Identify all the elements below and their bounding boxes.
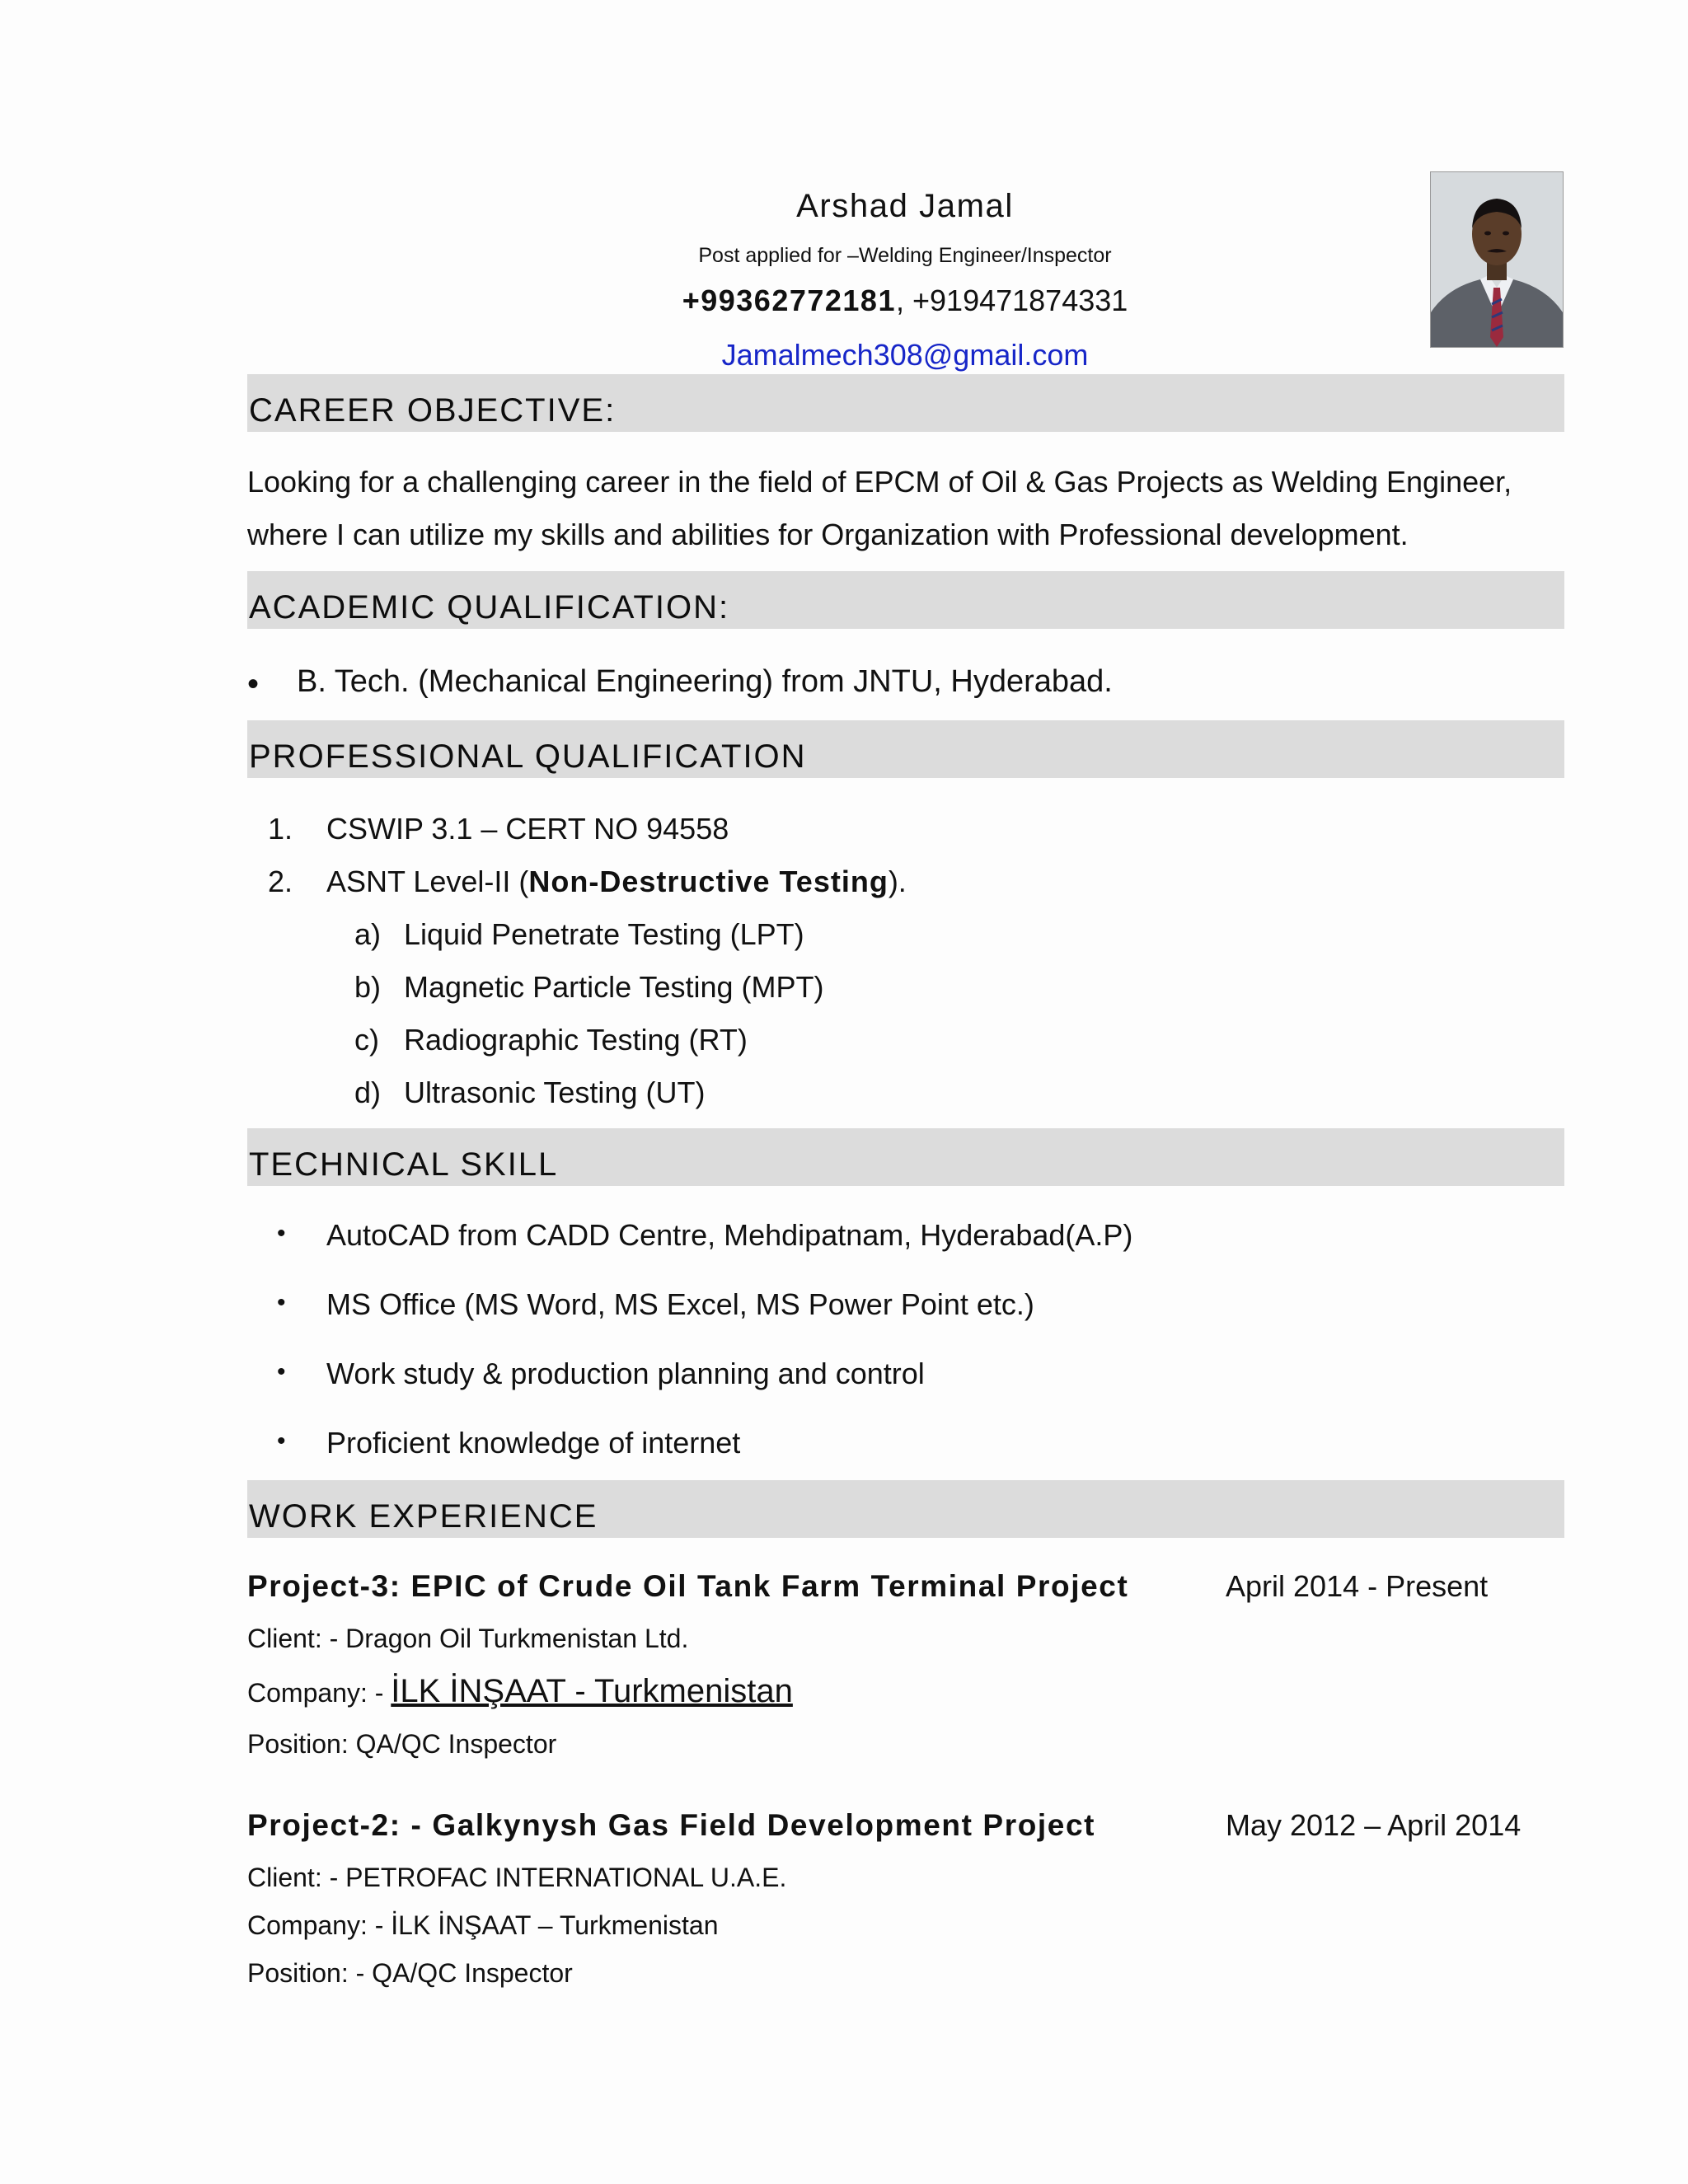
professional-item: CSWIP 3.1 – CERT NO 94558	[326, 812, 729, 846]
technical-item: Work study & production planning and control	[326, 1357, 925, 1390]
subitem-text: Liquid Penetrate Testing (LPT)	[404, 917, 804, 951]
technical-bullet: •	[277, 1289, 286, 1316]
professional-item-bold: Non-Destructive Testing	[528, 865, 889, 898]
project-dates: April 2014 - Present	[1226, 1569, 1489, 1603]
subitem-letter: d)	[354, 1076, 382, 1109]
technical-bullet: •	[277, 1427, 286, 1455]
project-position: Position: - QA/QC Inspector	[247, 1958, 573, 1988]
technical-heading: TECHNICAL SKILL	[247, 1128, 1564, 1186]
subitem-text: Magnetic Particle Testing (MPT)	[404, 970, 824, 1004]
professional-item-num: 2.	[268, 865, 293, 898]
project-company-name: İLK İNŞAAT - Turkmenistan	[391, 1673, 793, 1709]
phone-separator: ,	[895, 284, 912, 317]
career-objective-heading: CAREER OBJECTIVE:	[247, 374, 1564, 432]
subitem-text: Ultrasonic Testing (UT)	[404, 1076, 706, 1109]
professional-item-pre: ASNT Level-II (	[326, 865, 529, 898]
project-company: Company: - İLK İNŞAAT – Turkmenistan	[247, 1910, 719, 1940]
subitem-text: Radiographic Testing (RT)	[404, 1023, 748, 1057]
project-dates: May 2012 – April 2014	[1226, 1808, 1522, 1842]
project-company-prefix: Company: -	[247, 1678, 392, 1708]
profile-photo-image	[1431, 172, 1563, 347]
project-client: Client: - PETROFAC INTERNATIONAL U.A.E.	[247, 1863, 787, 1892]
project-position: Position: QA/QC Inspector	[247, 1729, 557, 1759]
career-objective-line2: where I can utilize my skills and abilities for Organization with Professional development.	[247, 518, 1409, 551]
technical-item: AutoCAD from CADD Centre, Mehdipatnam, Hyderabad(A.P)	[326, 1218, 1133, 1252]
academic-bullet: •	[247, 666, 260, 702]
subitem-letter: a)	[354, 917, 382, 951]
subitem-letter: c)	[354, 1023, 379, 1057]
phone-numbers	[247, 284, 1563, 318]
phone-primary: +99362772181	[682, 284, 896, 317]
academic-item: B. Tech. (Mechanical Engineering) from JNTU, Hyderabad.	[297, 664, 1113, 699]
technical-item: Proficient knowledge of internet	[326, 1426, 741, 1460]
professional-heading: PROFESSIONAL QUALIFICATION	[247, 720, 1564, 778]
project-client: Client: - Dragon Oil Turkmenistan Ltd.	[247, 1624, 689, 1653]
professional-item-num: 1.	[268, 812, 293, 846]
professional-item-post: ).	[888, 865, 907, 898]
profile-photo	[1430, 171, 1564, 348]
phone-secondary: +919471874331	[912, 284, 1128, 317]
professional-item	[326, 865, 907, 899]
academic-heading: ACADEMIC QUALIFICATION:	[247, 571, 1564, 629]
technical-item: MS Office (MS Word, MS Excel, MS Power Point etc.)	[326, 1287, 1034, 1321]
project-company	[247, 1673, 793, 1710]
email-link[interactable]: Jamalmech308@gmail.com	[721, 338, 1089, 372]
post-applied: Post applied for –Welding Engineer/Inspector	[698, 244, 1112, 267]
project-title: Project-3: EPIC of Crude Oil Tank Farm Terminal Project	[247, 1569, 1129, 1603]
work-heading: WORK EXPERIENCE	[247, 1480, 1564, 1538]
project-title: Project-2: - Galkynysh Gas Field Development Project	[247, 1808, 1096, 1842]
candidate-name: Arshad Jamal	[796, 188, 1014, 224]
subitem-letter: b)	[354, 970, 382, 1004]
technical-bullet: •	[277, 1220, 286, 1247]
career-objective-line1: Looking for a challenging career in the field of EPCM of Oil & Gas Projects as Welding Engineer,	[247, 465, 1512, 499]
technical-bullet: •	[277, 1358, 286, 1385]
